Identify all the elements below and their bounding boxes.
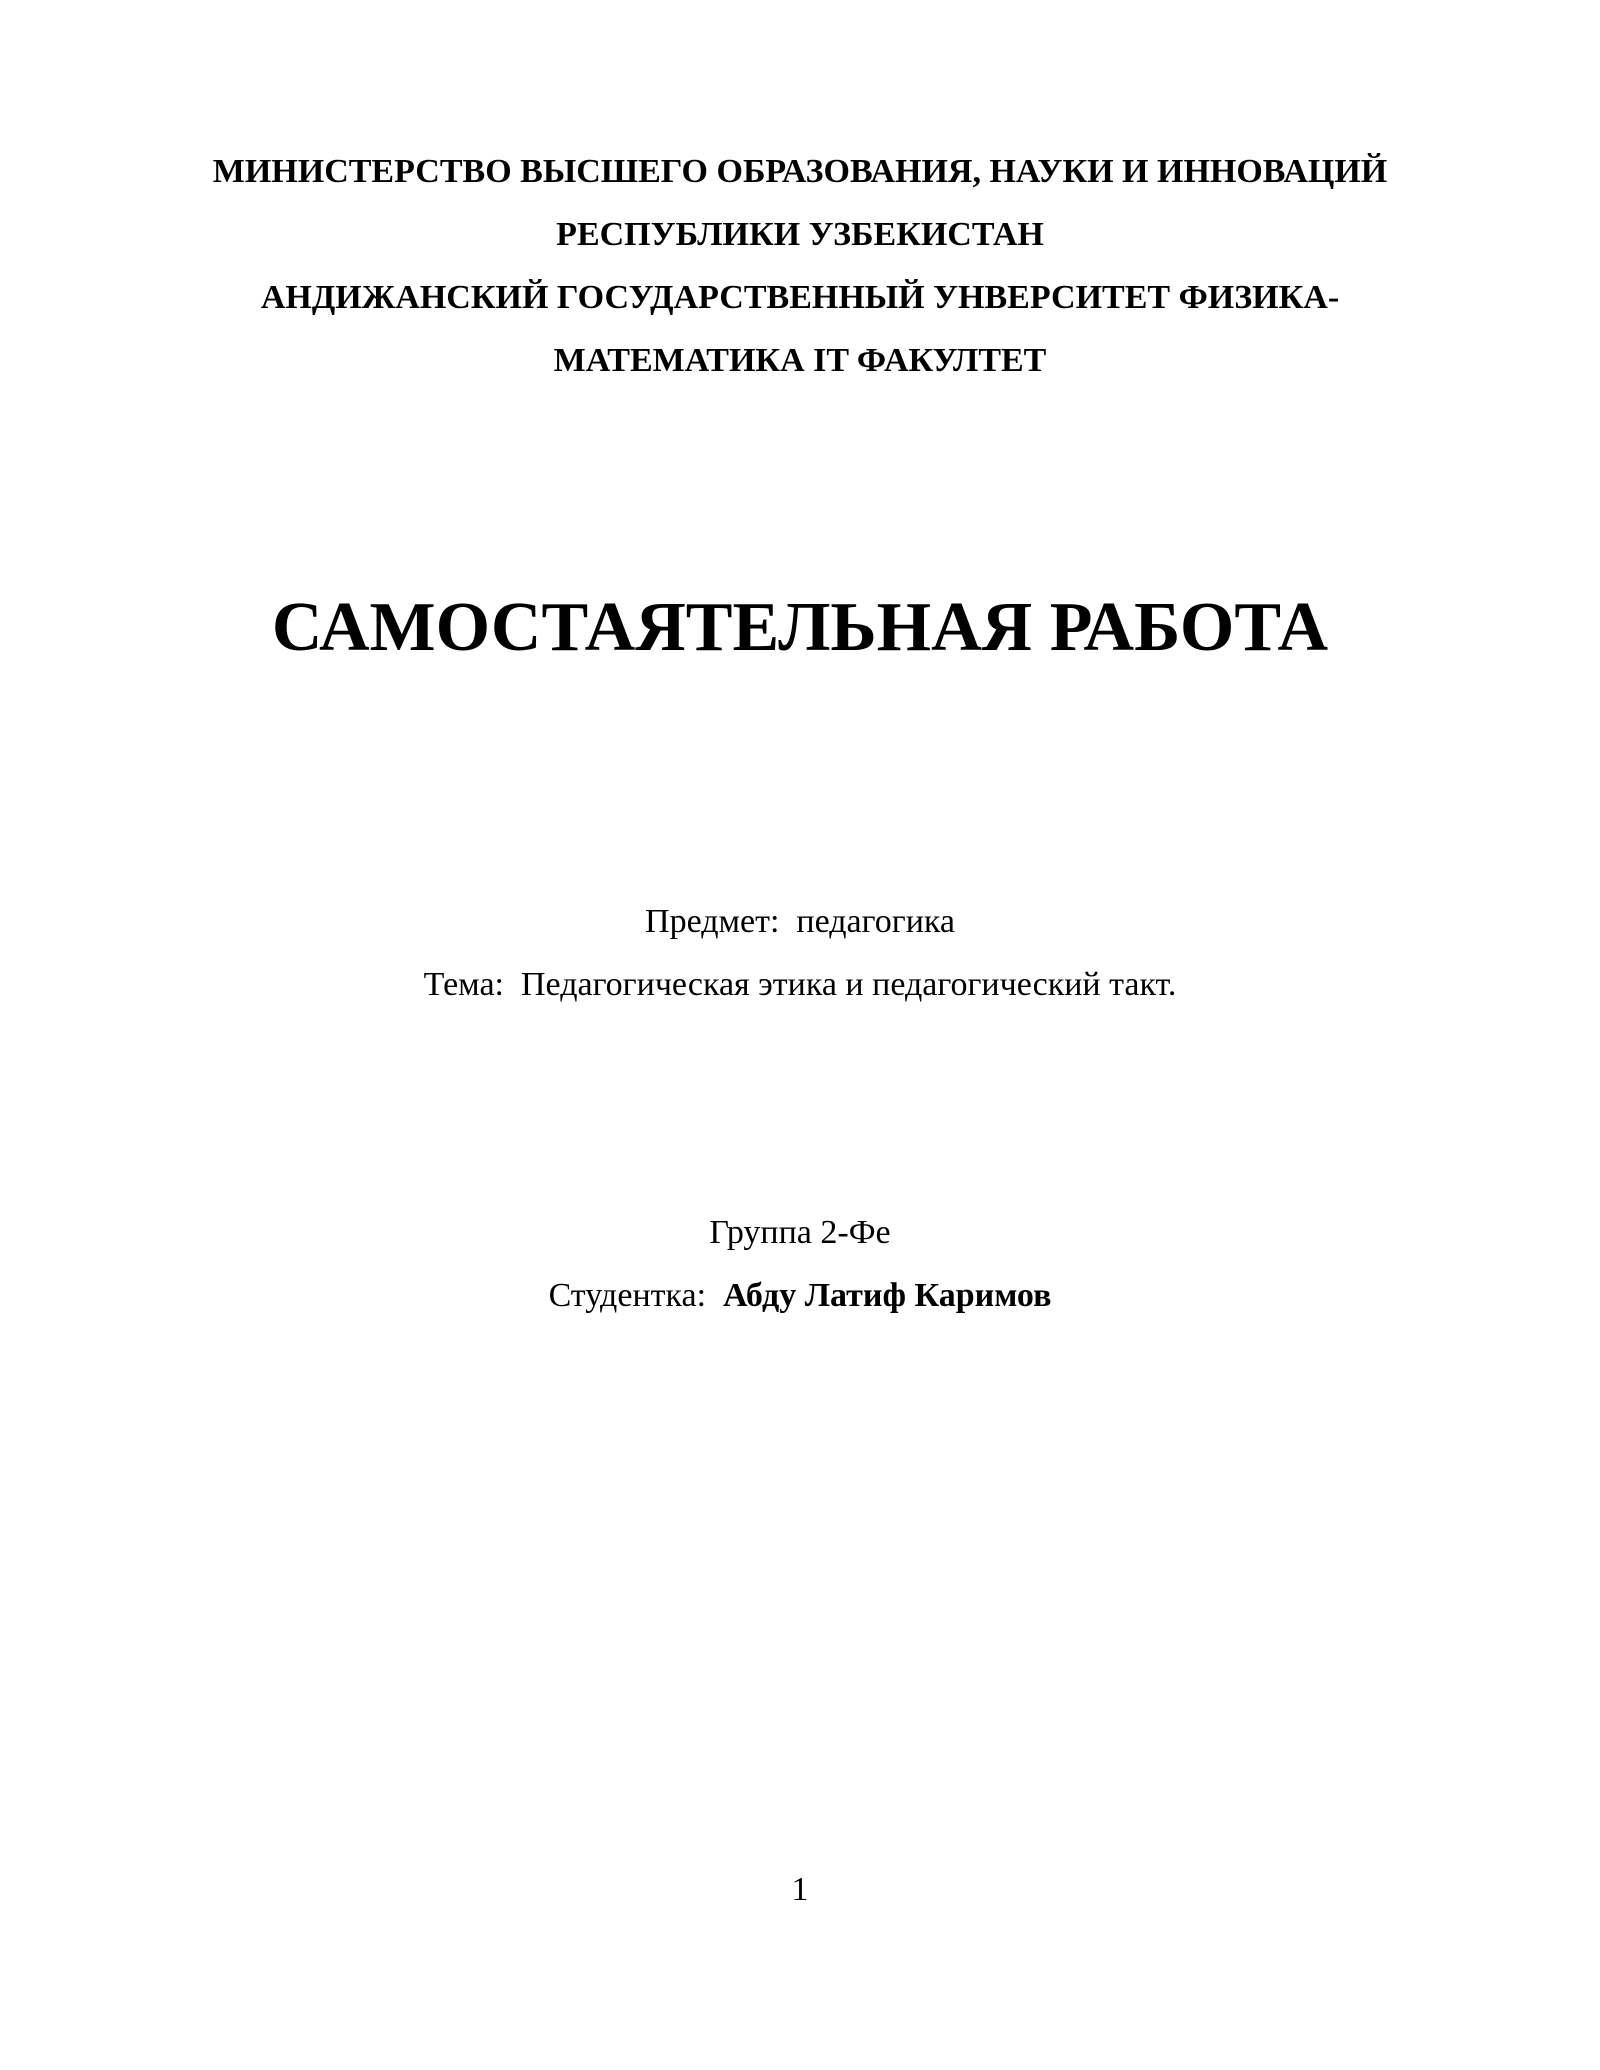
- header-line-ministry: МИНИСТЕРСТВО ВЫСШЕГО ОБРАЗОВАНИЯ, НАУКИ И ИННОВАЦИЙ: [212, 153, 1388, 190]
- header-line-university: АНДИЖАНСКИЙ ГОСУДАРСТВЕННЫЙ УНВЕРСИТЕТ ФИЗИКА-: [260, 279, 1340, 316]
- page-number: 1: [791, 1871, 809, 1908]
- header-line-faculty: МАТЕМАТИКА IT ФАКУЛТЕТ: [553, 342, 1047, 379]
- topic-value: Педагогическая этика и педагогический такт.: [521, 966, 1177, 1003]
- student-name: Абду Латиф Каримов: [723, 1277, 1052, 1314]
- group-line: Группа 2-Фе: [709, 1214, 891, 1251]
- subject-topic-block: [150, 890, 1450, 1016]
- document-title: САМОСТАЯТЕЛЬНАЯ РАБОТА: [271, 589, 1329, 666]
- subject-value: педагогика: [796, 903, 955, 940]
- ministry-header: [150, 140, 1450, 392]
- header-line-republic: РЕСПУБЛИКИ УЗБЕКИСТАН: [556, 216, 1044, 253]
- student-line: [150, 1264, 1450, 1327]
- subject-label: Предмет:: [645, 903, 780, 940]
- subject-line: [150, 890, 1450, 953]
- topic-line: [150, 953, 1450, 1016]
- topic-label: Тема:: [423, 966, 504, 1003]
- student-label: Студентка:: [548, 1277, 707, 1314]
- student-block: [150, 1201, 1450, 1327]
